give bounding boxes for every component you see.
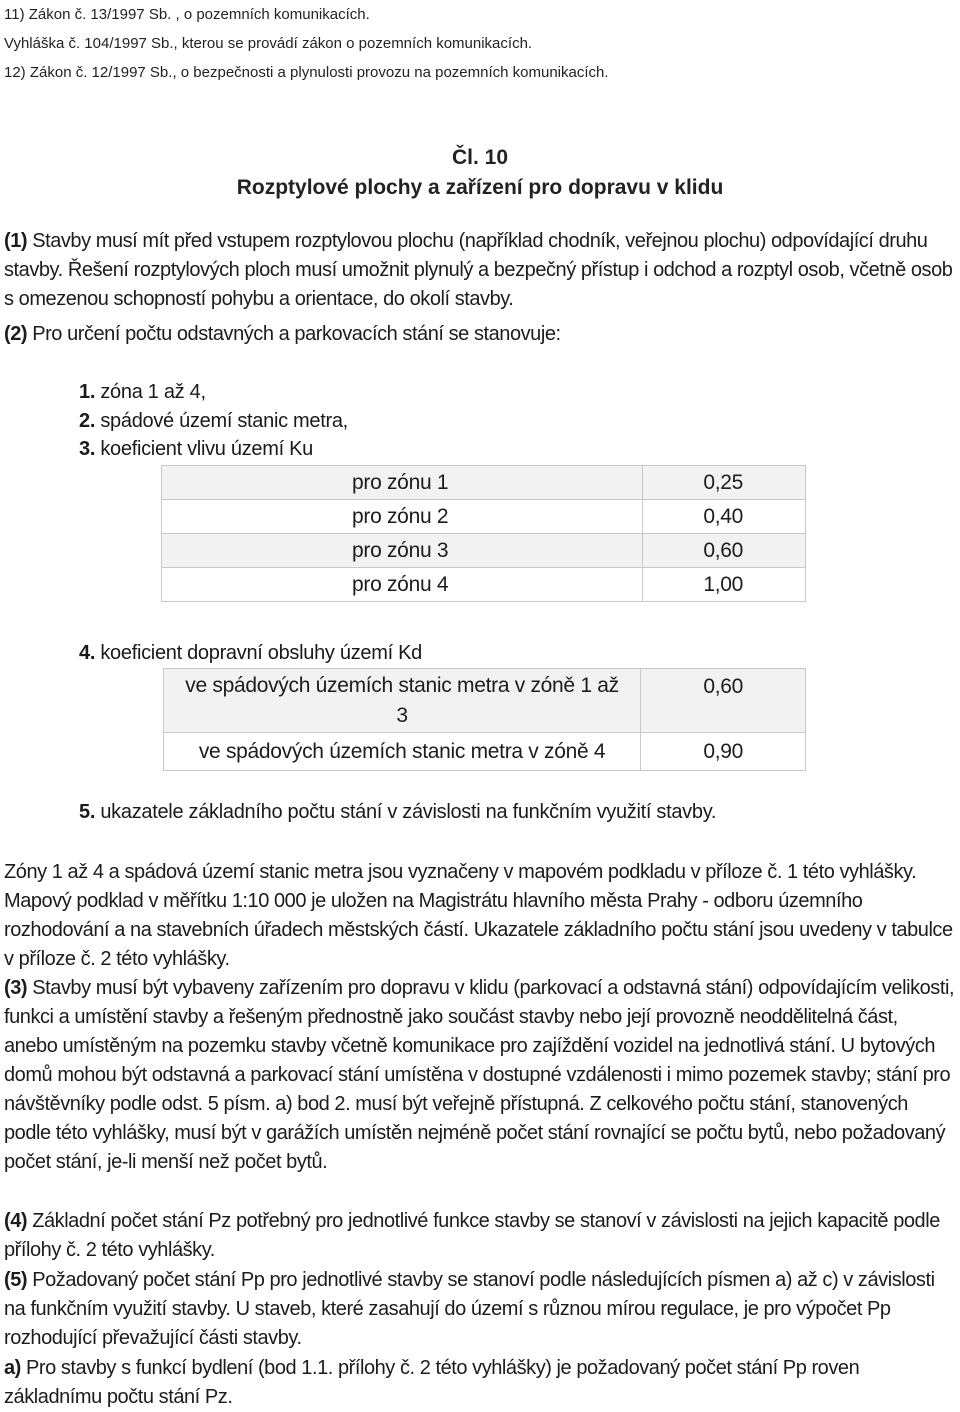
- article-title: Rozptylové plochy a zařízení pro dopravu v klidu: [236, 176, 724, 199]
- area-label: ve spádových územích stanic metra v zóně 1 až 3: [164, 669, 641, 733]
- area-value: 0,90: [641, 733, 806, 771]
- paragraph-1: [4, 227, 956, 314]
- ku-coefficient-table: [161, 465, 806, 602]
- paragraph-1-text: Stavby musí mít před vstupem rozptylovou plochu (například chodník, veřejnou plochu) odpovídající druhu stavby. Řešení rozptylových ploch musí umožnit plynulý a bezpečný přístup i odchod a rozptyl osob, včetně osob s omezenou schopností pohybu a orientace, do okolí stavby.: [4, 230, 953, 310]
- zone-label: pro zónu 2: [162, 500, 643, 534]
- zone-label: pro zónu 1: [162, 466, 643, 500]
- list-item: 1. zóna 1 až 4,: [79, 381, 206, 403]
- footnotes: [4, 0, 609, 87]
- zone-value: 0,60: [643, 534, 806, 568]
- paragraph-1-marker: (1): [4, 230, 28, 252]
- paragraph-5: [4, 1266, 956, 1353]
- article-number: Čl. 10: [451, 146, 509, 169]
- table-row: [162, 466, 806, 500]
- paragraph-2-marker: (2): [4, 323, 28, 345]
- table-row: [164, 669, 806, 733]
- table-row: [162, 568, 806, 602]
- paragraph-zones: Zóny 1 až 4 a spádová území stanic metra jsou vyznačeny v mapovém podkladu v příloze č. 1 této vyhlášky. Mapový podklad v měřítku 1:10 000 je uložen na Magistrátu hlavního města Prahy - odboru územního rozhodování a na stavebních úřadech městských částí. Ukazatele základního počtu stání jsou uvedeny v tabulce v příloze č. 2 této vyhlášky.: [4, 861, 953, 970]
- paragraph-3-text: Stavby musí být vybaveny zařízením pro dopravu v klidu (parkovací a odstavná stání) odpovídajícím velikosti, funkci a umístění stavby a řešeným přednostně jako součást stavby nebo její provozně neoddělitelná část, anebo umístěným na pozemku stavby včetně komunikace pro zajíždění vozidel na jednotlivá stání. U bytových domů mohou být odstavná a parkovací stání umístěna v dostupné vzdálenosti i mimo pozemek stavby; stání pro návštěvníky podle odst. 5 písm. a) bod 2. musí být veřejně přístupná. Z celkového počtu stání, stanovených podle této vyhlášky, musí být v garážích umístěn nejméně počet stání rovnající se počtu bytů, nebo požadovaný počet stání, je-li menší než počet bytů.: [4, 977, 955, 1173]
- footnote-11: 11) Zákon č. 13/1997 Sb. , o pozemních komunikacích.: [4, 6, 370, 23]
- footnote-12: 12) Zákon č. 12/1997 Sb., o bezpečnosti a plynulosti provozu na pozemních komunikacích.: [4, 64, 609, 81]
- zone-label: pro zónu 4: [162, 568, 643, 602]
- paragraph-4-marker: (4): [4, 1210, 28, 1232]
- table-row: [164, 733, 806, 771]
- list-item: 3. koeficient vlivu území Ku: [79, 438, 313, 460]
- zone-label: pro zónu 3: [162, 534, 643, 568]
- area-label: ve spádových územích stanic metra v zóně 4: [164, 733, 641, 771]
- paragraph-3-marker: (3): [4, 977, 28, 999]
- list-item: 5. ukazatele základního počtu stání v závislosti na funkčním využití stavby.: [79, 801, 717, 823]
- paragraph-5-text: Požadovaný počet stání Pp pro jednotlivé stavby se stanoví podle následujících písmen a) až c) v závislosti na funkčním využití stavby. U staveb, které zasahují do území s různou mírou regulace, je pro výpočet Pp rozhodující převažující části stavby.: [4, 1269, 935, 1349]
- table-row: [162, 534, 806, 568]
- paragraph-a-marker: a): [4, 1357, 21, 1379]
- paragraph-2-text: Pro určení počtu odstavných a parkovacích stání se stanovuje:: [27, 323, 561, 345]
- paragraph-4-text: Základní počet stání Pz potřebný pro jednotlivé funkce stavby se stanoví v závislosti na jejich kapacitě podle přílohy č. 2 této vyhlášky.: [4, 1210, 940, 1261]
- footnote-11-regulation: Vyhláška č. 104/1997 Sb., kterou se provádí zákon o pozemních komunikacích.: [4, 35, 533, 52]
- paragraph-4: [4, 1207, 956, 1265]
- zone-value: 0,40: [643, 500, 806, 534]
- zone-value: 1,00: [643, 568, 806, 602]
- zone-value: 0,25: [643, 466, 806, 500]
- kd-coefficient-table: [163, 668, 806, 771]
- paragraph-a-text: Pro stavby s funkcí bydlení (bod 1.1. přílohy č. 2 této vyhlášky) je požadovaný počet stání Pp roven základnímu počtu stání Pz.: [4, 1357, 860, 1408]
- paragraph-2: [4, 320, 956, 349]
- paragraph-3: [4, 974, 956, 1177]
- paragraph-a: [4, 1354, 956, 1412]
- area-value: 0,60: [641, 669, 806, 733]
- table-row: [162, 500, 806, 534]
- list-item: 2. spádové území stanic metra,: [79, 410, 348, 432]
- list-item: 4. koeficient dopravní obsluhy území Kd: [79, 642, 422, 664]
- paragraph-5-marker: (5): [4, 1269, 28, 1291]
